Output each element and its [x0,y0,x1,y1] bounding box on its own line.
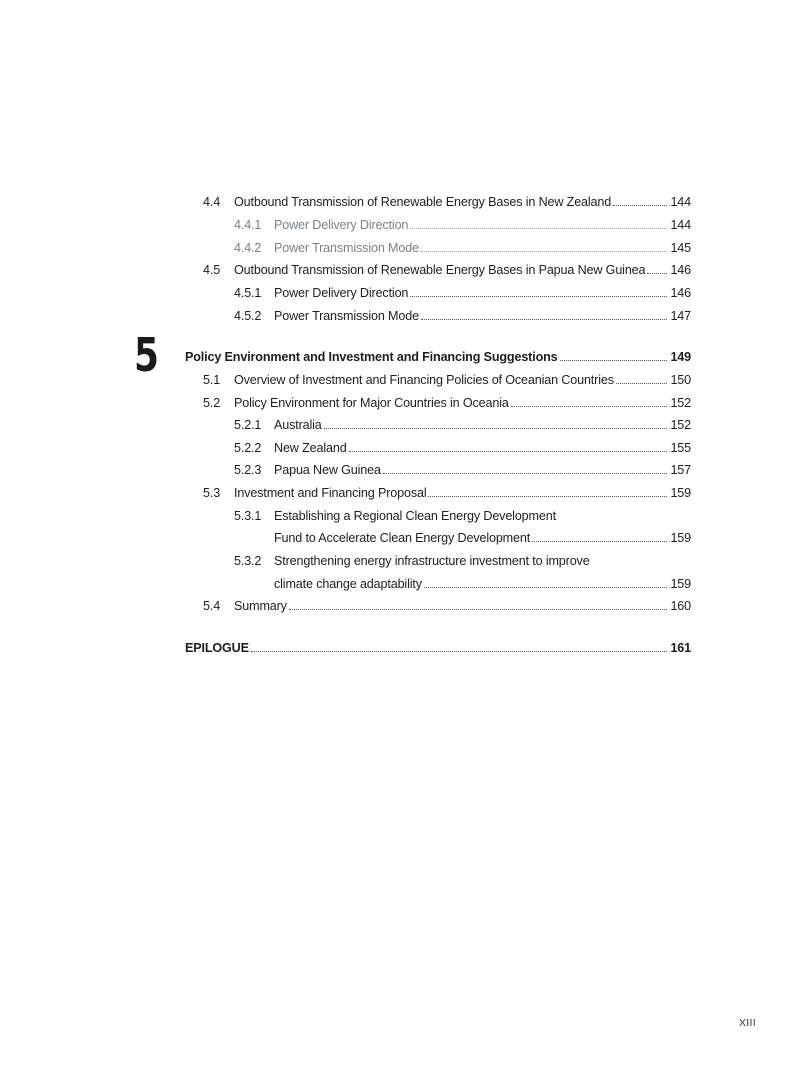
dot-leader [349,451,667,452]
toc-entry-number: 5.3 [203,486,221,500]
toc-entry-number: 5.3.1 [234,509,262,523]
dot-leader [613,205,667,206]
toc-entry-page: 160 [670,599,691,613]
dot-leader [647,273,667,274]
toc-entry-number: 4.5.1 [234,286,262,300]
toc-entry[interactable] [203,598,691,614]
toc-entry-number: 5.3.2 [234,554,262,568]
toc-entry[interactable] [203,485,691,501]
dot-leader [560,360,667,361]
toc-entry-page: 161 [670,641,691,655]
toc-entry-title: Overview of Investment and Financing Policies of Oceanian Countries [234,373,614,387]
toc-entry-title: Australia [274,418,322,432]
toc-entry[interactable] [234,508,691,524]
dot-leader [410,296,667,297]
toc-entry-title: Power Transmission Mode [274,309,419,323]
dot-leader [532,541,667,542]
toc-entry-title: Investment and Financing Proposal [234,486,427,500]
dot-leader [421,251,667,252]
toc-entry-page: 159 [670,531,691,545]
dot-leader [324,428,667,429]
toc-entry[interactable] [203,372,691,388]
dot-leader [289,609,667,610]
dot-leader [410,228,667,229]
dot-leader [616,383,667,384]
toc-entry-number: 5.2 [203,396,221,410]
toc-entry-title: Strengthening energy infrastructure investment to improve [274,554,590,568]
toc-entry-number: 4.4.1 [234,218,262,232]
dot-leader [251,651,667,652]
toc-entry-page: 149 [670,350,691,364]
toc-entry[interactable] [234,240,691,256]
toc-entry-title: Fund to Accelerate Clean Energy Development [274,531,531,545]
dot-leader [511,406,667,407]
toc-entry[interactable] [234,285,691,301]
toc-entry[interactable] [234,440,691,456]
toc-entry-page: 155 [670,441,691,455]
toc-entry-number: 5.2.3 [234,463,262,477]
toc-entry-page: 157 [670,463,691,477]
toc-entry-number: 4.5.2 [234,309,262,323]
toc-entry-page: 159 [670,486,691,500]
toc-entry[interactable] [234,217,691,233]
toc-entry-number: 5.1 [203,373,221,387]
toc-entry-title: New Zealand [274,441,347,455]
epilogue-title: EPILOGUE [185,641,249,655]
toc-entry-page: 152 [670,396,691,410]
dot-leader [424,587,667,588]
toc-entry-page: 159 [670,577,691,591]
chapter-number: 5 [134,328,159,382]
toc-entry-title: Summary [234,599,287,613]
toc-entry[interactable] [203,194,691,210]
dot-leader [428,496,667,497]
toc-entry[interactable] [234,417,691,433]
toc-entry-number: 5.2.2 [234,441,262,455]
toc-entry-title: Power Delivery Direction [274,218,409,232]
toc-entry-number: 4.4 [203,195,221,209]
toc-entry-title: Power Transmission Mode [274,241,419,255]
toc-entry-continuation[interactable] [274,576,691,592]
toc-entry-page: 146 [670,286,691,300]
toc-entry[interactable] [234,462,691,478]
toc-entry-number: 4.5 [203,263,221,277]
toc-entry-title: Establishing a Regional Clean Energy Development [274,509,556,523]
chapter-heading-entry[interactable] [185,349,691,365]
dot-leader [383,473,667,474]
toc-entry[interactable] [203,395,691,411]
toc-entry-title: Power Delivery Direction [274,286,409,300]
toc-entry-page: 144 [670,218,691,232]
toc-entry-title: Outbound Transmission of Renewable Energy Bases in New Zealand [234,195,612,209]
chapter-title: Policy Environment and Investment and Financing Suggestions [185,350,558,364]
toc-entry-number: 5.2.1 [234,418,262,432]
page-number: XIII [739,1017,756,1029]
epilogue-entry[interactable] [185,640,691,656]
toc-entry[interactable] [234,308,691,324]
toc-entry-page: 144 [670,195,691,209]
toc-entry-page: 145 [670,241,691,255]
dot-leader [421,319,667,320]
toc-entry[interactable] [234,553,691,569]
toc-entry-page: 152 [670,418,691,432]
toc-entry-page: 146 [670,263,691,277]
toc-entry-page: 147 [670,309,691,323]
toc-entry-page: 150 [670,373,691,387]
toc-entry[interactable] [203,262,691,278]
toc-entry-title: climate change adaptability [274,577,422,591]
toc-entry-number: 4.4.2 [234,241,262,255]
toc-entry-continuation[interactable] [274,530,691,546]
toc-entry-title: Outbound Transmission of Renewable Energy Bases in Papua New Guinea [234,263,646,277]
toc-entry-title: Papua New Guinea [274,463,381,477]
toc-entry-title: Policy Environment for Major Countries in Oceania [234,396,509,410]
toc-entry-number: 5.4 [203,599,221,613]
